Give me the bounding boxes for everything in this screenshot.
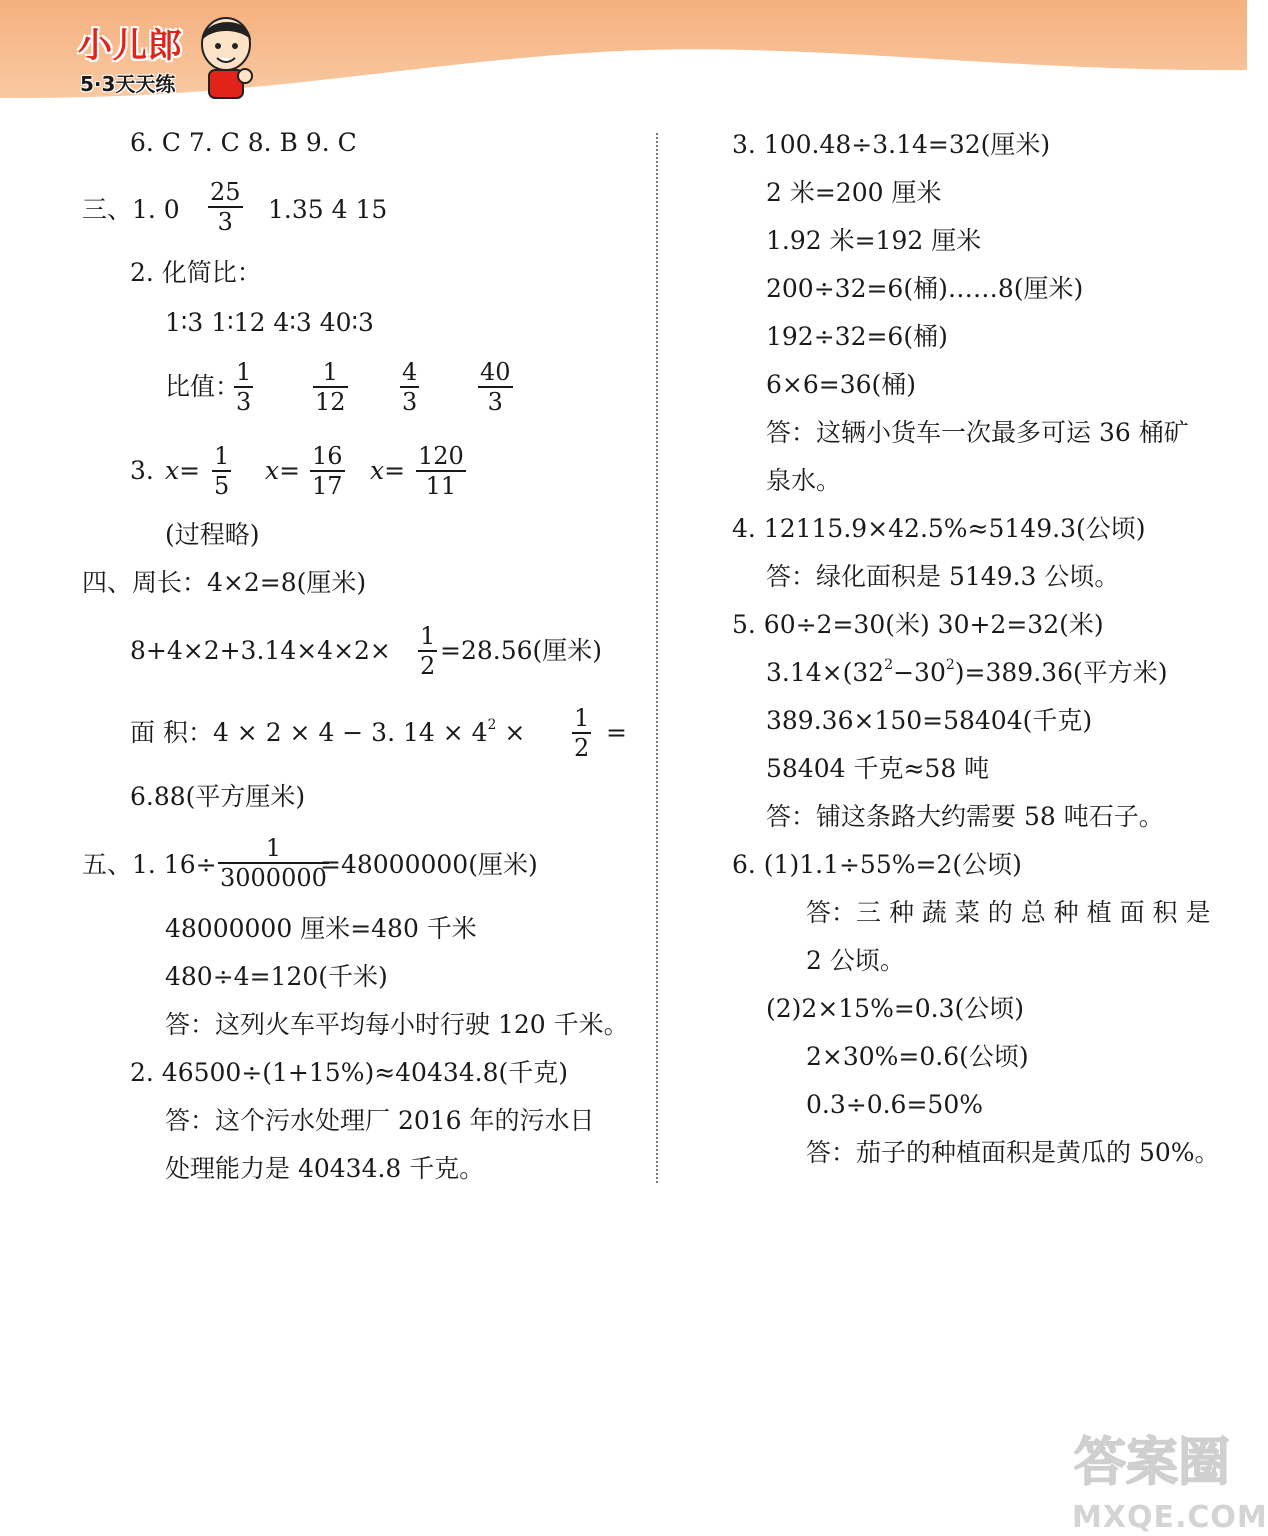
- answer-line: 6.88(平方厘米): [130, 782, 306, 811]
- numerator: 16: [312, 442, 343, 470]
- numerator: 1: [218, 834, 329, 864]
- fraction: [416, 442, 466, 500]
- formula-part: 3.14×(32: [766, 658, 885, 687]
- equation-var: x=: [265, 456, 301, 485]
- answer-line: [766, 658, 1167, 692]
- answer-line: =: [606, 718, 627, 747]
- answer-line: 192÷32=6(桶): [766, 322, 948, 351]
- fraction: [218, 834, 329, 892]
- answer-line: 泉水。: [766, 466, 842, 495]
- answer-line: 6×6=36(桶): [766, 370, 917, 399]
- logo-title: 小儿郎: [78, 26, 183, 66]
- superscript: 2: [487, 717, 497, 733]
- fraction: [478, 358, 513, 416]
- answer-line: 1.92 米=192 厘米: [766, 226, 982, 255]
- equation-var: x=: [165, 456, 201, 485]
- equation-var: x=: [370, 456, 406, 485]
- answer-line: 2×30%=0.6(公顷): [806, 1042, 1029, 1071]
- answer-line: 答：茄子的种植面积是黄瓜的 50%。: [806, 1138, 1220, 1167]
- numerator: 40: [480, 358, 511, 386]
- logo-subtitle: 5·3天天练: [80, 72, 176, 96]
- answer-line: 五、1. 16÷: [82, 850, 217, 879]
- fraction: [212, 442, 231, 500]
- answer-line: 比值：: [165, 372, 241, 401]
- answer-line: 2 公顷。: [806, 946, 905, 975]
- numerator: 120: [418, 442, 464, 470]
- answer-line: 5. 60÷2=30(米) 30+2=32(米): [732, 610, 1104, 639]
- numerator: 1: [236, 358, 252, 386]
- answer-line: 答：这列火车平均每小时行驶 120 千米。: [165, 1010, 629, 1039]
- area-formula: 面 积：4 × 2 × 4 − 3. 14 × 4: [130, 718, 488, 747]
- answer-line: 0.3÷0.6=50%: [806, 1090, 983, 1119]
- denominator: 17: [312, 472, 343, 500]
- numerator: 1: [420, 622, 436, 650]
- fraction: [208, 178, 243, 236]
- fraction: [310, 442, 345, 500]
- column-divider: [656, 133, 658, 1183]
- superscript: 2: [884, 657, 894, 673]
- denominator: 2: [574, 734, 590, 762]
- answer-line: 6. (1)1.1÷55%=2(公顷): [732, 850, 1022, 879]
- answer-line: 三、1. 0: [82, 195, 180, 224]
- area-formula-op: ×: [496, 718, 526, 747]
- answer-line: 答：这辆小货车一次最多可运 36 桶矿: [766, 418, 1189, 447]
- numerator: 1: [214, 442, 230, 470]
- answer-line: 2. 化简比：: [130, 258, 262, 287]
- answer-line: [130, 718, 525, 752]
- denominator: 3: [402, 388, 418, 416]
- denominator: 3: [217, 208, 233, 236]
- answer-line: =28.56(厘米): [440, 636, 603, 665]
- header-band: [0, 0, 1247, 110]
- answer-line: (2)2×15%=0.3(公顷): [766, 994, 1025, 1023]
- fraction: [313, 358, 348, 416]
- answer-line: 200÷32=6(桶)……8(厘米): [766, 274, 1084, 303]
- denominator: 3: [487, 388, 503, 416]
- mascot-icon: [195, 10, 257, 100]
- numerator: 25: [210, 178, 241, 206]
- answer-line: 1.35 4 15: [268, 195, 388, 224]
- answer-line: 3. 100.48÷3.14=32(厘米): [732, 130, 1051, 159]
- formula-part: )=389.36(平方米): [954, 658, 1168, 687]
- answer-line: 480÷4=120(千米): [165, 962, 388, 991]
- watermark-text: 答案圈: [1074, 1433, 1231, 1493]
- fraction: [572, 704, 591, 762]
- answer-line: 48000000 厘米=480 千米: [165, 914, 477, 943]
- answer-line: 2 米=200 厘米: [766, 178, 942, 207]
- answer-line: 处理能力是 40434.8 千克。: [165, 1154, 485, 1183]
- denominator: 3000000: [220, 864, 327, 892]
- answer-line: 2. 46500÷(1+15%)≈40434.8(千克): [130, 1058, 569, 1087]
- answer-line: 答：三 种 蔬 菜 的 总 种 植 面 积 是: [806, 898, 1211, 927]
- numerator: 1: [574, 704, 590, 732]
- fraction: [234, 358, 253, 416]
- answer-line: (过程略): [165, 520, 260, 549]
- fraction: [400, 358, 419, 416]
- answer-label: 3.: [130, 456, 154, 485]
- answer-line: =48000000(厘米): [320, 850, 538, 879]
- denominator: 5: [214, 472, 230, 500]
- answer-line: 1∶3 1∶12 4∶3 40∶3: [165, 308, 374, 337]
- answer-line: 6. C 7. C 8. B 9. C: [130, 128, 357, 157]
- denominator: 3: [236, 388, 252, 416]
- answer-line: 四、周长：4×2=8(厘米): [82, 568, 367, 597]
- fraction: [418, 622, 437, 680]
- denominator: 12: [315, 388, 346, 416]
- answer-line: 答：这个污水处理厂 2016 年的污水日: [165, 1106, 595, 1135]
- formula-part: −30: [893, 658, 946, 687]
- answer-line: 58404 千克≈58 吨: [766, 754, 990, 783]
- answer-line: 答：铺这条路大约需要 58 吨石子。: [766, 802, 1164, 831]
- answer-line: 8+4×2+3.14×4×2×: [130, 636, 391, 665]
- superscript: 2: [945, 657, 955, 673]
- numerator: 4: [402, 358, 418, 386]
- answer-line: 389.36×150=58404(千克): [766, 706, 1093, 735]
- numerator: 1: [313, 358, 348, 388]
- denominator: 2: [420, 652, 436, 680]
- watermark-url: MXQE.COM: [1072, 1500, 1268, 1535]
- answer-line: 答：绿化面积是 5149.3 公顷。: [766, 562, 1120, 591]
- denominator: 11: [425, 472, 457, 500]
- answer-line: 4. 12115.9×42.5%≈5149.3(公顷): [732, 514, 1146, 543]
